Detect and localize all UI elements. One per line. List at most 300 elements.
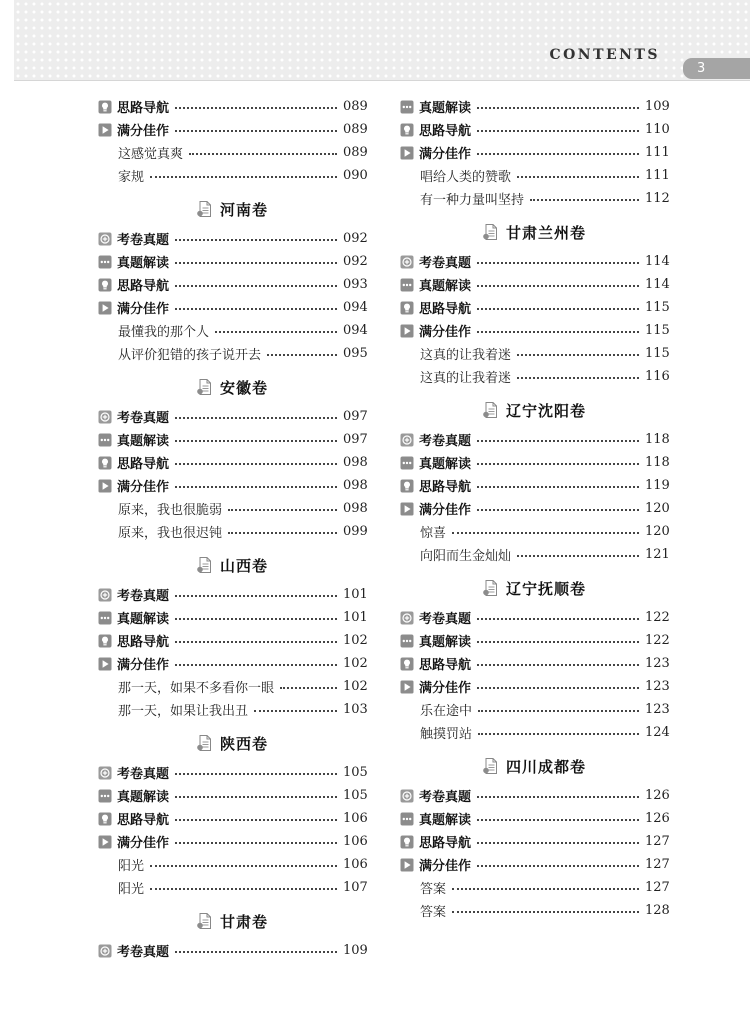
- toc-page-number: 111: [645, 168, 670, 183]
- toc-category-label: 满分佳作: [117, 658, 170, 673]
- section-title: 甘肃兰州卷: [505, 223, 586, 242]
- toc-page-number: 116: [645, 369, 670, 384]
- toc-category-label: 满分佳作: [419, 325, 472, 340]
- play-icon: [98, 657, 112, 671]
- toc-page-number: 114: [645, 254, 670, 269]
- plus-circle-icon: [400, 789, 414, 803]
- toc-page-number: 124: [645, 725, 670, 740]
- section-heading: [98, 365, 366, 405]
- dot-leader: [517, 176, 639, 178]
- toc-page-number: 102: [343, 633, 368, 648]
- dot-leader: [517, 377, 639, 379]
- dot-leader: [478, 733, 639, 735]
- header-divider: [14, 80, 750, 81]
- document-icon: [196, 200, 214, 218]
- toc-entry-title: 原来，我也很脆弱: [118, 503, 223, 518]
- dot-leader: [267, 354, 337, 356]
- toc-category-row[interactable]: [400, 807, 668, 830]
- toc-category-label: 真题解读: [419, 813, 472, 828]
- toc-page-number: 098: [343, 455, 368, 470]
- dot-leader: [215, 331, 337, 333]
- toc-category-row[interactable]: [98, 273, 366, 296]
- document-icon: [196, 378, 214, 396]
- toc-category-row[interactable]: [400, 629, 668, 652]
- toc-category-label: 思路导航: [117, 279, 170, 294]
- section-heading: [400, 388, 668, 428]
- toc-entry-row[interactable]: [98, 675, 366, 698]
- toc-entry-title: 触摸罚站: [420, 727, 473, 742]
- dot-leader: [175, 796, 337, 798]
- toc-page-number: 115: [645, 346, 670, 361]
- toc-page-number: 098: [343, 501, 368, 516]
- toc-entry-row[interactable]: [98, 319, 366, 342]
- toc-category-label: 真题解读: [117, 434, 170, 449]
- dot-leader: [150, 888, 337, 890]
- lightbulb-icon: [98, 278, 112, 292]
- toc-page-number: 115: [645, 323, 670, 338]
- section-title: 甘肃卷: [219, 912, 268, 931]
- toc-page-number: 101: [343, 610, 368, 625]
- dot-leader: [175, 641, 337, 643]
- toc-category-label: 满分佳作: [419, 681, 472, 696]
- toc-page-number: 103: [343, 702, 368, 717]
- dot-leader: [175, 107, 337, 109]
- document-icon: [196, 912, 214, 930]
- dot-leader: [175, 595, 337, 597]
- dot-leader: [452, 911, 639, 913]
- toc-page-number: 106: [343, 811, 368, 826]
- dot-leader: [175, 773, 337, 775]
- toc-page-number: 102: [343, 679, 368, 694]
- toc-category-label: 满分佳作: [117, 480, 170, 495]
- toc-page-number: 123: [645, 679, 670, 694]
- toc-page-number: 122: [645, 610, 670, 625]
- section-heading: [400, 744, 668, 784]
- toc-category-row[interactable]: [400, 95, 668, 118]
- toc-page-number: 094: [343, 300, 368, 315]
- toc-category-row[interactable]: [400, 474, 668, 497]
- toc-entry-title: 唱给人类的赞歌: [420, 170, 512, 185]
- dot-leader: [175, 440, 337, 442]
- dot-leader: [477, 509, 639, 511]
- toc-page-number: 102: [343, 656, 368, 671]
- toc-entry-title: 原来，我也很迟钝: [118, 526, 223, 541]
- toc-page-number: 112: [645, 191, 670, 206]
- toc-entry-title: 答案: [420, 882, 447, 897]
- toc-page-number: 092: [343, 254, 368, 269]
- toc-category-label: 真题解读: [117, 612, 170, 627]
- toc-page-number: 109: [343, 943, 368, 958]
- dot-leader: [175, 486, 337, 488]
- toc-category-label: 真题解读: [117, 256, 170, 271]
- lightbulb-icon: [400, 835, 414, 849]
- toc-category-label: 考卷真题: [419, 256, 472, 271]
- toc-category-row[interactable]: [98, 807, 366, 830]
- toc-entry-title: 这真的让我着迷: [420, 348, 512, 363]
- toc-category-row[interactable]: [98, 405, 366, 428]
- dot-leader: [477, 842, 639, 844]
- toc-entry-row[interactable]: [98, 497, 366, 520]
- toc-entry-row[interactable]: [98, 141, 366, 164]
- section-title: 辽宁抚顺卷: [505, 579, 586, 598]
- dot-leader: [228, 532, 337, 534]
- dot-leader: [530, 199, 639, 201]
- toc-entry-row[interactable]: [98, 698, 366, 721]
- toc-category-label: 考卷真题: [117, 945, 170, 960]
- lightbulb-icon: [400, 479, 414, 493]
- toc-entry-title: 最懂我的那个人: [118, 325, 210, 340]
- dot-leader: [175, 819, 337, 821]
- toc-page-number: 105: [343, 765, 368, 780]
- toc-category-label: 考卷真题: [117, 767, 170, 782]
- dot-leader: [228, 509, 337, 511]
- ellipsis-icon: [400, 456, 414, 470]
- toc-category-row[interactable]: [400, 273, 668, 296]
- document-icon: [196, 556, 214, 574]
- toc-entry-title: 从评价犯错的孩子说开去: [118, 348, 262, 363]
- dot-leader: [175, 285, 337, 287]
- toc-category-label: 考卷真题: [419, 790, 472, 805]
- dot-leader: [477, 865, 639, 867]
- dot-leader: [477, 107, 639, 109]
- toc-category-label: 考卷真题: [117, 233, 170, 248]
- toc-category-row[interactable]: [400, 606, 668, 629]
- toc-page-number: 097: [343, 409, 368, 424]
- page-number: 3: [697, 61, 706, 76]
- toc-page-number: 119: [645, 478, 670, 493]
- dot-leader: [452, 532, 639, 534]
- toc-entry-row[interactable]: [400, 543, 668, 566]
- toc-page-number: 089: [343, 99, 368, 114]
- toc-category-row[interactable]: [98, 118, 366, 141]
- dot-leader: [477, 463, 639, 465]
- toc-category-row[interactable]: [98, 474, 366, 497]
- toc-entry-title: 阳光: [118, 882, 145, 897]
- dot-leader: [175, 262, 337, 264]
- toc-category-label: 思路导航: [419, 836, 472, 851]
- dot-leader: [189, 153, 337, 155]
- ellipsis-icon: [400, 278, 414, 292]
- toc-entry-row[interactable]: [400, 342, 668, 365]
- section-title: 辽宁沈阳卷: [505, 401, 586, 420]
- dot-leader: [477, 331, 639, 333]
- toc-entry-title: 那一天，如果让我出丑: [118, 704, 249, 719]
- dot-leader: [477, 819, 639, 821]
- lightbulb-icon: [400, 301, 414, 315]
- lightbulb-icon: [400, 657, 414, 671]
- toc-entry-title: 有一种力量叫坚持: [420, 193, 525, 208]
- toc-category-row[interactable]: [98, 583, 366, 606]
- play-icon: [98, 301, 112, 315]
- dot-leader: [477, 486, 639, 488]
- dot-leader: [175, 308, 337, 310]
- plus-circle-icon: [98, 410, 112, 424]
- toc-category-row[interactable]: [98, 629, 366, 652]
- dot-leader: [477, 641, 639, 643]
- ellipsis-icon: [400, 100, 414, 114]
- toc-category-label: 思路导航: [117, 635, 170, 650]
- toc-category-row[interactable]: [98, 939, 366, 962]
- ellipsis-icon: [400, 812, 414, 826]
- toc-page-number: 090: [343, 168, 368, 183]
- plus-circle-icon: [400, 611, 414, 625]
- toc-category-row[interactable]: [98, 227, 366, 250]
- ellipsis-icon: [98, 433, 112, 447]
- lightbulb-icon: [98, 812, 112, 826]
- dot-leader: [477, 285, 639, 287]
- document-icon: [482, 401, 500, 419]
- toc-entry-title: 乐在途中: [420, 704, 473, 719]
- dot-leader: [477, 153, 639, 155]
- toc-category-row[interactable]: [400, 497, 668, 520]
- toc-category-row[interactable]: [98, 761, 366, 784]
- document-icon: [196, 734, 214, 752]
- toc-entry-title: 惊喜: [420, 526, 447, 541]
- contents-title: CONTENTS: [549, 47, 660, 63]
- toc-category-label: 思路导航: [419, 658, 472, 673]
- dot-leader: [175, 618, 337, 620]
- toc-category-row[interactable]: [98, 296, 366, 319]
- ellipsis-icon: [98, 789, 112, 803]
- toc-category-label: 满分佳作: [419, 147, 472, 162]
- lightbulb-icon: [98, 456, 112, 470]
- toc-entry-title: 答案: [420, 905, 447, 920]
- toc-page-number: 127: [645, 857, 670, 872]
- toc-page-number: 098: [343, 478, 368, 493]
- toc-page-number: 101: [343, 587, 368, 602]
- toc-page-number: 127: [645, 880, 670, 895]
- toc-page-number: 121: [645, 547, 670, 562]
- toc-entry-row[interactable]: [400, 164, 668, 187]
- toc-entry-row[interactable]: [98, 342, 366, 365]
- dot-leader: [452, 888, 639, 890]
- dot-leader: [150, 865, 337, 867]
- dot-leader: [175, 239, 337, 241]
- toc-category-label: 考卷真题: [117, 411, 170, 426]
- dot-leader: [517, 555, 639, 557]
- toc-entry-row[interactable]: [400, 876, 668, 899]
- plus-circle-icon: [98, 766, 112, 780]
- toc-category-row[interactable]: [400, 675, 668, 698]
- toc-page-number: 123: [645, 702, 670, 717]
- toc-right-column: [400, 95, 668, 922]
- dot-leader: [150, 176, 337, 178]
- toc-category-row[interactable]: [400, 784, 668, 807]
- toc-entry-row[interactable]: [400, 520, 668, 543]
- play-icon: [400, 502, 414, 516]
- toc-category-row[interactable]: [98, 784, 366, 807]
- dot-leader: [477, 664, 639, 666]
- toc-category-label: 真题解读: [419, 279, 472, 294]
- lightbulb-icon: [98, 634, 112, 648]
- toc-entry-row[interactable]: [400, 365, 668, 388]
- document-icon: [482, 757, 500, 775]
- toc-page-number: 127: [645, 834, 670, 849]
- toc-category-label: 思路导航: [419, 480, 472, 495]
- section-title: 山西卷: [219, 556, 268, 575]
- play-icon: [400, 858, 414, 872]
- toc-category-row[interactable]: [400, 296, 668, 319]
- toc-page-number: 094: [343, 323, 368, 338]
- section-heading: [98, 721, 366, 761]
- plus-circle-icon: [98, 588, 112, 602]
- toc-page-number: 120: [645, 524, 670, 539]
- toc-entry-title: 阳光: [118, 859, 145, 874]
- toc-category-label: 思路导航: [117, 457, 170, 472]
- dot-leader: [175, 842, 337, 844]
- dot-leader: [517, 354, 639, 356]
- dot-leader: [175, 951, 337, 953]
- toc-entry-title: 向阳而生金灿灿: [420, 549, 512, 564]
- toc-entry-row[interactable]: [400, 698, 668, 721]
- toc-page-number: 126: [645, 811, 670, 826]
- dot-leader: [175, 130, 337, 132]
- toc-category-row[interactable]: [98, 95, 366, 118]
- toc-category-label: 真题解读: [117, 790, 170, 805]
- toc-page-number: 097: [343, 432, 368, 447]
- toc-page-number: 095: [343, 346, 368, 361]
- toc-page-number: 122: [645, 633, 670, 648]
- page-number-tab: [683, 58, 750, 79]
- toc-page-number: 109: [645, 99, 670, 114]
- toc-page-number: 089: [343, 122, 368, 137]
- ellipsis-icon: [98, 611, 112, 625]
- toc-page-number: 114: [645, 277, 670, 292]
- toc-entry-row[interactable]: [400, 899, 668, 922]
- toc-page-number: 110: [645, 122, 670, 137]
- dot-leader: [477, 130, 639, 132]
- toc-category-label: 满分佳作: [117, 124, 170, 139]
- dot-leader: [175, 417, 337, 419]
- toc-category-row[interactable]: [98, 428, 366, 451]
- toc-category-row[interactable]: [98, 451, 366, 474]
- toc-category-row[interactable]: [98, 830, 366, 853]
- toc-category-row[interactable]: [400, 451, 668, 474]
- header-band: [14, 0, 750, 80]
- toc-page-number: 107: [343, 880, 368, 895]
- toc-page-number: 105: [343, 788, 368, 803]
- toc-category-label: 真题解读: [419, 101, 472, 116]
- toc-category-label: 思路导航: [117, 101, 170, 116]
- toc-entry-row[interactable]: [98, 164, 366, 187]
- plus-circle-icon: [400, 433, 414, 447]
- toc-category-label: 真题解读: [419, 457, 472, 472]
- toc-category-row[interactable]: [400, 118, 668, 141]
- toc-page-number: 089: [343, 145, 368, 160]
- section-heading: [98, 543, 366, 583]
- dot-leader: [477, 796, 639, 798]
- toc-category-row[interactable]: [400, 652, 668, 675]
- toc-category-label: 满分佳作: [419, 503, 472, 518]
- toc-entry-title: 那一天，如果不多看你一眼: [118, 681, 275, 696]
- play-icon: [98, 123, 112, 137]
- toc-entry-title: 这感觉真爽: [118, 147, 184, 162]
- dot-leader: [477, 308, 639, 310]
- toc-category-row[interactable]: [400, 319, 668, 342]
- toc-category-label: 满分佳作: [117, 302, 170, 317]
- toc-page-number: 093: [343, 277, 368, 292]
- dot-leader: [477, 440, 639, 442]
- toc-page-number: 115: [645, 300, 670, 315]
- toc-page-number: 123: [645, 656, 670, 671]
- toc-entry-row[interactable]: [98, 520, 366, 543]
- toc-entry-title: 家规: [118, 170, 145, 185]
- toc-page-number: 128: [645, 903, 670, 918]
- dot-leader: [175, 463, 337, 465]
- toc-page-number: 118: [645, 432, 670, 447]
- toc-entry-row[interactable]: [98, 853, 366, 876]
- toc-category-label: 思路导航: [117, 813, 170, 828]
- dot-leader: [477, 262, 639, 264]
- toc-entry-row[interactable]: [400, 187, 668, 210]
- toc-category-row[interactable]: [400, 853, 668, 876]
- dot-leader: [175, 664, 337, 666]
- section-title: 四川成都卷: [505, 757, 586, 776]
- toc-page-number: 126: [645, 788, 670, 803]
- toc-category-row[interactable]: [98, 652, 366, 675]
- lightbulb-icon: [400, 123, 414, 137]
- toc-left-column: [98, 95, 366, 962]
- toc-category-row[interactable]: [98, 606, 366, 629]
- dot-leader: [280, 687, 337, 689]
- toc-page-number: 106: [343, 834, 368, 849]
- toc-entry-title: 这真的让我着迷: [420, 371, 512, 386]
- toc-category-row[interactable]: [400, 830, 668, 853]
- plus-circle-icon: [400, 255, 414, 269]
- section-heading: [98, 899, 366, 939]
- toc-category-row[interactable]: [400, 428, 668, 451]
- toc-category-row[interactable]: [400, 250, 668, 273]
- toc-category-row[interactable]: [400, 141, 668, 164]
- toc-category-label: 真题解读: [419, 635, 472, 650]
- lightbulb-icon: [98, 100, 112, 114]
- play-icon: [400, 324, 414, 338]
- toc-category-label: 思路导航: [419, 302, 472, 317]
- toc-page-number: 111: [645, 145, 670, 160]
- play-icon: [98, 835, 112, 849]
- dot-leader: [478, 710, 639, 712]
- section-title: 安徽卷: [219, 378, 268, 397]
- toc-page-number: 092: [343, 231, 368, 246]
- section-heading: [400, 210, 668, 250]
- toc-category-label: 考卷真题: [419, 612, 472, 627]
- toc-page-number: 106: [343, 857, 368, 872]
- section-title: 河南卷: [219, 200, 268, 219]
- plus-circle-icon: [98, 944, 112, 958]
- toc-category-label: 思路导航: [419, 124, 472, 139]
- toc-entry-row[interactable]: [400, 721, 668, 744]
- plus-circle-icon: [98, 232, 112, 246]
- section-heading: [98, 187, 366, 227]
- toc-page-number: 099: [343, 524, 368, 539]
- toc-category-label: 满分佳作: [117, 836, 170, 851]
- document-icon: [482, 223, 500, 241]
- toc-page-number: 120: [645, 501, 670, 516]
- section-heading: [400, 566, 668, 606]
- dot-leader: [477, 618, 639, 620]
- dot-leader: [477, 687, 639, 689]
- toc-page-number: 118: [645, 455, 670, 470]
- play-icon: [400, 146, 414, 160]
- toc-entry-row[interactable]: [98, 876, 366, 899]
- toc-category-label: 考卷真题: [419, 434, 472, 449]
- ellipsis-icon: [400, 634, 414, 648]
- play-icon: [400, 680, 414, 694]
- ellipsis-icon: [98, 255, 112, 269]
- document-icon: [482, 579, 500, 597]
- dot-leader: [254, 710, 337, 712]
- toc-category-row[interactable]: [98, 250, 366, 273]
